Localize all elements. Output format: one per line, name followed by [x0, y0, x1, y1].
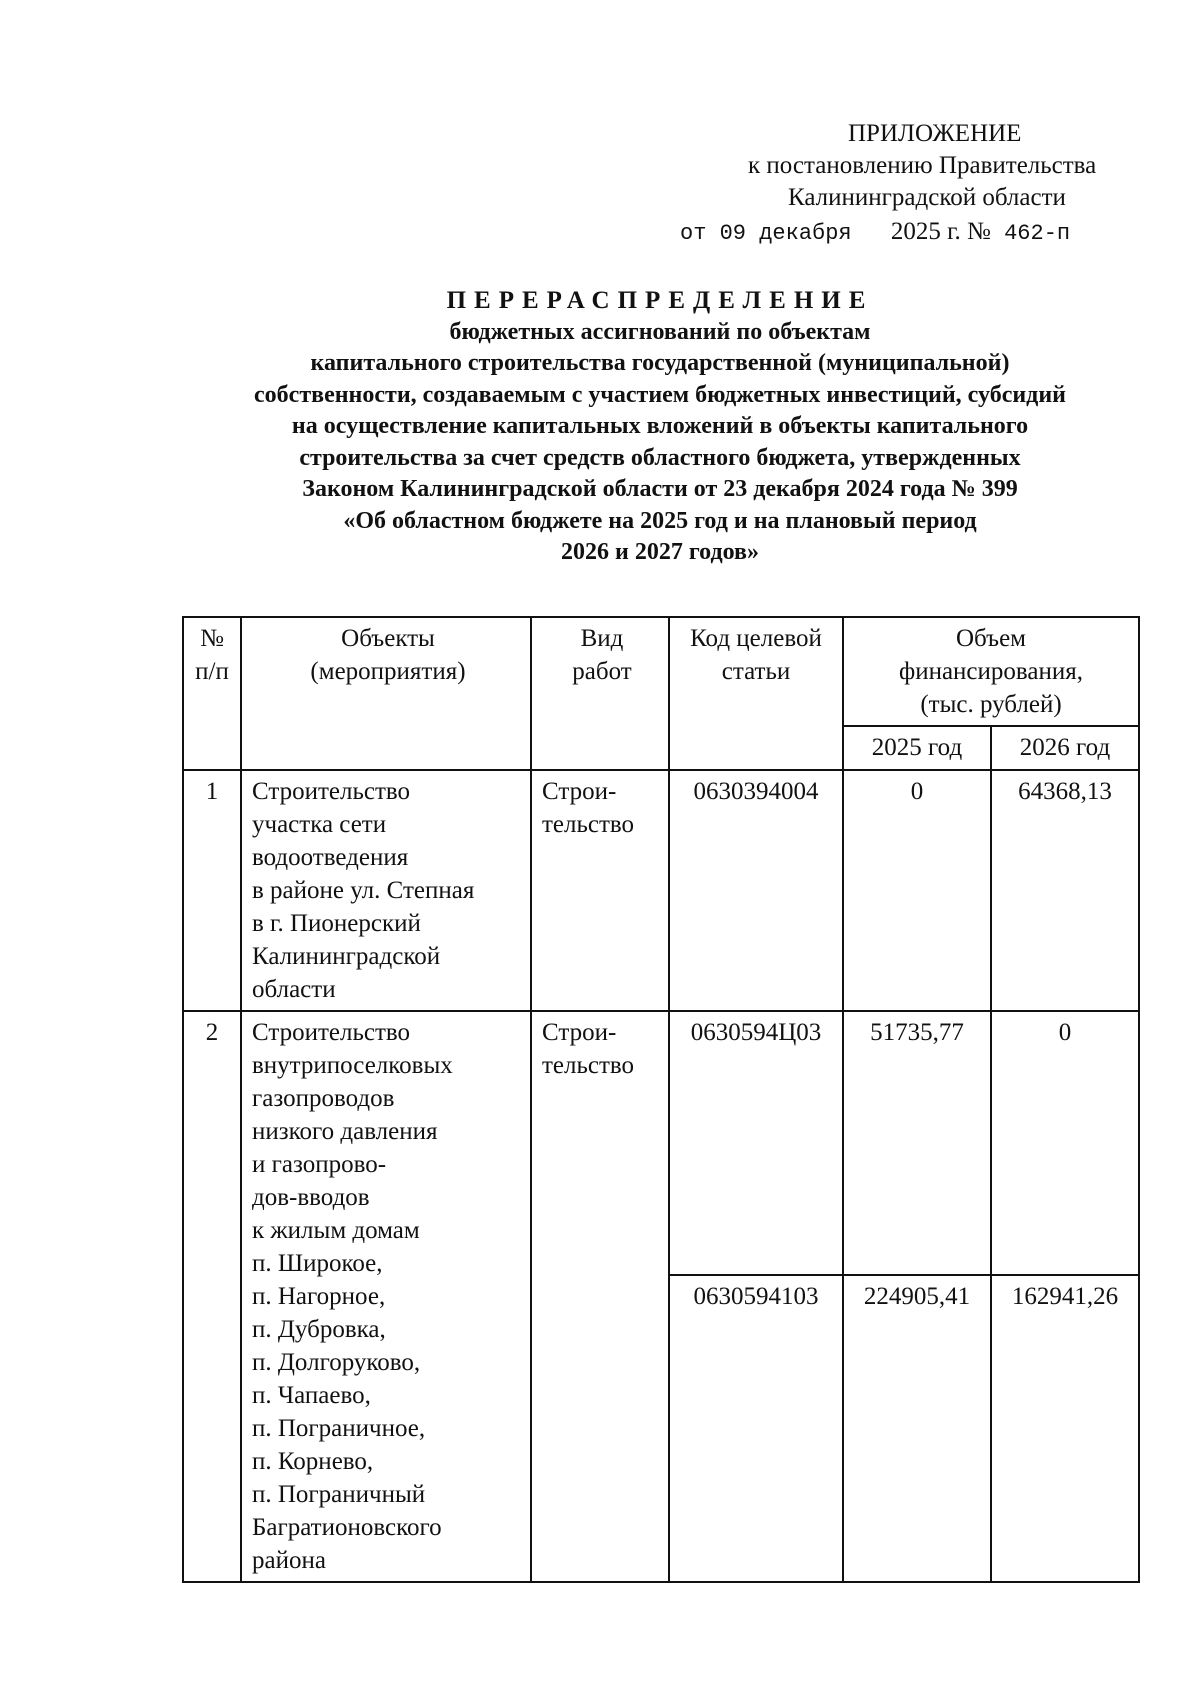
row-number: 2 [183, 1011, 241, 1582]
row-amount-2026: 0 [991, 1011, 1139, 1275]
heading-line: «Об областном бюджете на 2025 год и на плановый период [343, 507, 977, 534]
annex-reference: к постановлению Правительства [748, 152, 1097, 179]
date-day-month: 09 декабря [719, 221, 852, 246]
row-object: Строительство участка сети водоотведения в районе ул. Степная в г. Пионерский Калининградской области [241, 770, 531, 1011]
header-year-2025: 2025 год [843, 726, 991, 770]
header-number: № п/п [183, 617, 241, 770]
decree-number: 462-п [1004, 221, 1071, 246]
row-target-code: 0630594Ц03 [669, 1011, 843, 1275]
row-work-type: Строи- тельство [531, 1011, 669, 1582]
header-target-code: Код целевой статьи [669, 617, 843, 770]
header-year-2026: 2026 год [991, 726, 1139, 770]
row-amount-2025: 51735,77 [843, 1011, 991, 1275]
annex-title: ПРИЛОЖЕНИЕ [848, 120, 1022, 147]
heading-line: строительства за счет средств областного бюджета, утвержденных [299, 444, 1021, 471]
row-amount-2025: 0 [843, 770, 991, 1011]
table-header-row [183, 617, 1139, 726]
table-row [183, 1011, 1139, 1275]
heading-line: на осуществление капитальных вложений в объекты капитального [291, 413, 1029, 439]
row-amount-2026: 64368,13 [991, 770, 1139, 1011]
header-objects: Объекты (мероприятия) [241, 617, 531, 770]
header-work-type: Вид работ [531, 617, 669, 770]
header-funding-volume: Объем финансирования, (тыс. рублей) [843, 617, 1139, 726]
row-object: Строительство внутрипоселковых газопроводов низкого давления и газопрово- дов-вводов к жилым домам п. Широкое, п. Нагорное, п. Дубровка, п. Долгоруково, п. Чапаево, п. Пограничное, п. Корнево, п. Пограничный Багратионовского района [241, 1011, 531, 1582]
annex-region: Калининградской области [788, 184, 1066, 211]
date-year: 2025 г. № [890, 218, 991, 245]
annex-block [660, 118, 1180, 250]
row-target-code: 0630394004 [669, 770, 843, 1011]
date-prefix: от [680, 221, 707, 246]
budget-table [182, 616, 1140, 1583]
heading-line: капитального строительства государственной (муниципальной) [310, 350, 1010, 376]
heading-line: 2026 и 2027 годов» [561, 539, 759, 565]
table-row [183, 770, 1139, 1011]
document-heading [120, 285, 1200, 569]
row-target-code: 0630594103 [669, 1275, 843, 1582]
row-amount-2026: 162941,26 [991, 1275, 1139, 1582]
heading-line: собственности, создаваемым с участием бюджетных инвестиций, субсидий [254, 381, 1066, 408]
row-amount-2025: 224905,41 [843, 1275, 991, 1582]
row-work-type: Строи- тельство [531, 770, 669, 1011]
annex-date-line [660, 216, 1180, 250]
heading-line: бюджетных ассигнований по объектам [449, 318, 871, 345]
document-title: ПЕРЕРАСПРЕДЕЛЕНИЕ [446, 287, 874, 314]
row-number: 1 [183, 770, 241, 1011]
heading-line: Законом Калининградской области от 23 декабря 2024 года № 399 [302, 476, 1018, 502]
